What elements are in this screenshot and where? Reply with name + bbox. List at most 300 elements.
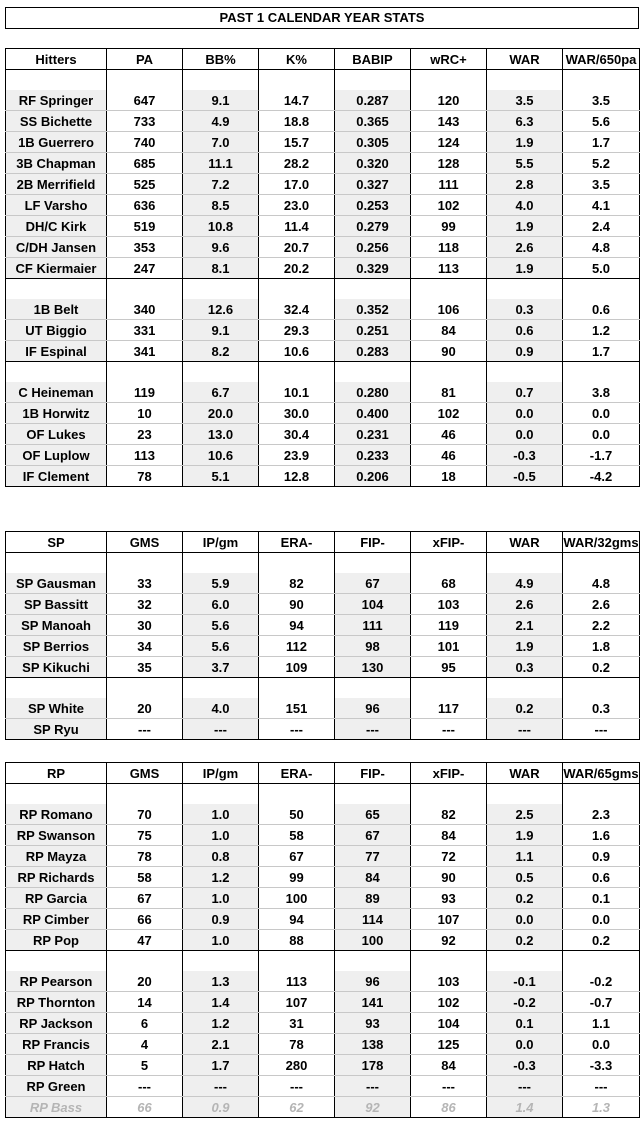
stat-cell: 10.1 [259, 382, 335, 403]
column-header: FIP- [335, 763, 411, 784]
spacer-cell [259, 279, 335, 300]
stat-cell: --- [335, 719, 411, 740]
table-row [6, 804, 640, 825]
spacer-cell [259, 951, 335, 972]
stat-cell: 151 [259, 698, 335, 719]
player-name: SP Ryu [6, 719, 107, 740]
stat-cell: --- [107, 719, 183, 740]
spacer-cell [563, 678, 640, 699]
stat-cell: 8.1 [183, 258, 259, 279]
stat-cell: 6.7 [183, 382, 259, 403]
table-row [6, 573, 640, 594]
stat-cell: 82 [259, 573, 335, 594]
stat-cell: 2.1 [487, 615, 563, 636]
stat-cell: 0.0 [563, 403, 640, 424]
stat-cell: 2.4 [563, 216, 640, 237]
spacer-cell [6, 279, 107, 300]
stat-cell: 10.6 [183, 445, 259, 466]
player-name: OF Lukes [6, 424, 107, 445]
column-header: SP [6, 532, 107, 553]
stat-cell: 8.5 [183, 195, 259, 216]
stat-cell: 2.2 [563, 615, 640, 636]
table-row [6, 594, 640, 615]
stat-cell: -3.3 [563, 1055, 640, 1076]
column-header: BABIP [335, 49, 411, 70]
stat-cell: --- [411, 719, 487, 740]
stat-cell: 1.8 [563, 636, 640, 657]
stat-cell: -0.1 [487, 971, 563, 992]
stat-cell: 30 [107, 615, 183, 636]
stat-cell: 10 [107, 403, 183, 424]
stat-cell: 0.253 [335, 195, 411, 216]
table-row [6, 930, 640, 951]
stat-cell: 30.4 [259, 424, 335, 445]
spacer-row [6, 553, 640, 574]
stat-cell: --- [183, 719, 259, 740]
stat-cell: 107 [259, 992, 335, 1013]
stat-cell: 519 [107, 216, 183, 237]
stat-cell: 124 [411, 132, 487, 153]
stat-cell: 0.329 [335, 258, 411, 279]
stat-cell: 114 [335, 909, 411, 930]
stat-cell: 119 [411, 615, 487, 636]
stat-cell: 92 [411, 930, 487, 951]
stat-cell: 7.2 [183, 174, 259, 195]
stat-cell: 58 [259, 825, 335, 846]
player-name: RP Pearson [6, 971, 107, 992]
stat-cell: 46 [411, 424, 487, 445]
stat-cell: 81 [411, 382, 487, 403]
stat-cell: 101 [411, 636, 487, 657]
stat-cell: 5.6 [563, 111, 640, 132]
relief-pitchers-table [5, 762, 640, 1118]
stat-cell: 1.7 [563, 132, 640, 153]
spacer-row [6, 951, 640, 972]
stat-cell: --- [259, 1076, 335, 1097]
stat-cell: 117 [411, 698, 487, 719]
table-row [6, 1034, 640, 1055]
stat-cell: 33 [107, 573, 183, 594]
stat-cell: 67 [259, 846, 335, 867]
stat-cell: 4.9 [487, 573, 563, 594]
player-name: SS Bichette [6, 111, 107, 132]
stat-cell: 100 [335, 930, 411, 951]
stat-cell: -0.2 [563, 971, 640, 992]
stat-cell: 111 [411, 174, 487, 195]
stat-cell: 1.3 [563, 1097, 640, 1118]
spacer-cell [335, 784, 411, 805]
table-row [6, 825, 640, 846]
stat-cell: 20.2 [259, 258, 335, 279]
table-row [6, 195, 640, 216]
spacer-cell [107, 553, 183, 574]
spacer-cell [6, 678, 107, 699]
stat-cell: 525 [107, 174, 183, 195]
stat-cell: 23.0 [259, 195, 335, 216]
player-name: 2B Merrifield [6, 174, 107, 195]
stat-cell: 20 [107, 971, 183, 992]
stat-cell: 29.3 [259, 320, 335, 341]
stat-cell: --- [335, 1076, 411, 1097]
spacer-row [6, 279, 640, 300]
stat-cell: 84 [411, 1055, 487, 1076]
column-header: GMS [107, 763, 183, 784]
stat-cell: 1.0 [183, 888, 259, 909]
spacer-cell [107, 279, 183, 300]
stat-cell: 78 [107, 466, 183, 487]
spacer-cell [563, 553, 640, 574]
table-row [6, 1055, 640, 1076]
spacer-cell [563, 362, 640, 383]
table-row [6, 636, 640, 657]
column-header: PA [107, 49, 183, 70]
spacer-cell [107, 70, 183, 91]
stat-cell: 92 [335, 1097, 411, 1118]
stat-cell: 20.7 [259, 237, 335, 258]
stat-cell: 77 [335, 846, 411, 867]
stat-cell: 331 [107, 320, 183, 341]
header-row [6, 532, 640, 553]
spacer-cell [487, 70, 563, 91]
spacer-cell [563, 951, 640, 972]
spacer-cell [183, 362, 259, 383]
stat-cell: 99 [259, 867, 335, 888]
spacer-row [6, 678, 640, 699]
stat-cell: 96 [335, 971, 411, 992]
stat-cell: 4.0 [487, 195, 563, 216]
stat-cell: 1.2 [183, 1013, 259, 1034]
stat-cell: 112 [259, 636, 335, 657]
stat-cell: 62 [259, 1097, 335, 1118]
stat-cell: 647 [107, 90, 183, 111]
stat-cell: 15.7 [259, 132, 335, 153]
stat-cell: 103 [411, 971, 487, 992]
stat-cell: 0.327 [335, 174, 411, 195]
stat-cell: 0.6 [487, 320, 563, 341]
table-row [6, 216, 640, 237]
table-row [6, 258, 640, 279]
spacer-cell [259, 362, 335, 383]
stat-cell: 5.6 [183, 615, 259, 636]
spacer-cell [487, 279, 563, 300]
stat-cell: 178 [335, 1055, 411, 1076]
column-header: WAR [487, 49, 563, 70]
stat-cell: 0.2 [487, 888, 563, 909]
stat-cell: 4.8 [563, 573, 640, 594]
player-name: 1B Belt [6, 299, 107, 320]
player-name: CF Kiermaier [6, 258, 107, 279]
stat-cell: --- [183, 1076, 259, 1097]
table-row [6, 153, 640, 174]
stat-cell: 0.352 [335, 299, 411, 320]
stat-cell: 5 [107, 1055, 183, 1076]
spacer-cell [335, 70, 411, 91]
spacer-cell [411, 553, 487, 574]
player-name: RP Hatch [6, 1055, 107, 1076]
stat-cell: 5.9 [183, 573, 259, 594]
stat-cell: 0.2 [563, 930, 640, 951]
stat-cell: 0.5 [487, 867, 563, 888]
player-name: RF Springer [6, 90, 107, 111]
stat-cell: 23.9 [259, 445, 335, 466]
spacer-cell [183, 678, 259, 699]
stat-cell: 4.1 [563, 195, 640, 216]
stat-cell: 75 [107, 825, 183, 846]
player-name: 1B Horwitz [6, 403, 107, 424]
stat-cell: 32 [107, 594, 183, 615]
spacer-row [6, 362, 640, 383]
stat-cell: 1.4 [487, 1097, 563, 1118]
column-header: WAR [487, 532, 563, 553]
stat-cell: 138 [335, 1034, 411, 1055]
stat-cell: 67 [335, 573, 411, 594]
spacer-cell [107, 678, 183, 699]
stat-cell: 12.8 [259, 466, 335, 487]
stat-cell: 28.2 [259, 153, 335, 174]
stat-cell: 3.5 [487, 90, 563, 111]
stat-cell: 0.365 [335, 111, 411, 132]
stat-cell: 65 [335, 804, 411, 825]
stat-cell: 10.6 [259, 341, 335, 362]
stat-cell: 93 [335, 1013, 411, 1034]
table-row [6, 132, 640, 153]
stat-cell: 0.0 [487, 1034, 563, 1055]
stat-cell: 1.2 [183, 867, 259, 888]
stat-cell: 1.7 [183, 1055, 259, 1076]
column-header: ERA- [259, 532, 335, 553]
player-name: SP Berrios [6, 636, 107, 657]
stat-cell: 0.3 [487, 657, 563, 678]
stat-cell: --- [107, 1076, 183, 1097]
spacer-cell [183, 553, 259, 574]
stat-cell: 2.6 [487, 237, 563, 258]
stat-cell: 13.0 [183, 424, 259, 445]
column-header: WAR [487, 763, 563, 784]
stat-cell: -0.5 [487, 466, 563, 487]
spacer-cell [107, 362, 183, 383]
player-name: OF Luplow [6, 445, 107, 466]
spacer-cell [259, 70, 335, 91]
spacer-cell [411, 362, 487, 383]
stat-cell: 111 [335, 615, 411, 636]
table-row [6, 299, 640, 320]
stat-cell: 125 [411, 1034, 487, 1055]
player-name: SP Gausman [6, 573, 107, 594]
player-name: IF Clement [6, 466, 107, 487]
spacer-cell [183, 951, 259, 972]
spacer-cell [411, 951, 487, 972]
spacer-cell [183, 784, 259, 805]
stat-cell: 740 [107, 132, 183, 153]
stat-cell: 1.0 [183, 930, 259, 951]
spacer-cell [411, 678, 487, 699]
table-row [6, 615, 640, 636]
header-row [6, 49, 640, 70]
table-row [6, 237, 640, 258]
stat-cell: 102 [411, 992, 487, 1013]
spacer-cell [259, 553, 335, 574]
stat-cell: 0.287 [335, 90, 411, 111]
stat-cell: 109 [259, 657, 335, 678]
stat-cell: 0.6 [563, 299, 640, 320]
stat-cell: 733 [107, 111, 183, 132]
stat-cell: 1.0 [183, 804, 259, 825]
stat-cell: -0.2 [487, 992, 563, 1013]
stat-cell: 2.1 [183, 1034, 259, 1055]
stat-cell: 0.0 [563, 909, 640, 930]
table-row [6, 174, 640, 195]
column-header: WAR/650pa [563, 49, 640, 70]
table-row [6, 111, 640, 132]
stat-cell: 82 [411, 804, 487, 825]
stat-cell: 0.280 [335, 382, 411, 403]
header-row [6, 763, 640, 784]
stat-cell: 68 [411, 573, 487, 594]
stat-cell: 14.7 [259, 90, 335, 111]
spacer-cell [411, 784, 487, 805]
stat-cell: 66 [107, 909, 183, 930]
table-row [6, 1097, 640, 1118]
stat-cell: 280 [259, 1055, 335, 1076]
spacer-cell [487, 951, 563, 972]
stat-cell: 2.8 [487, 174, 563, 195]
spacer-cell [107, 951, 183, 972]
stat-cell: 247 [107, 258, 183, 279]
table-row [6, 657, 640, 678]
spacer-cell [411, 70, 487, 91]
stat-cell: 0.8 [183, 846, 259, 867]
stat-cell: 0.0 [563, 424, 640, 445]
stat-cell: 94 [259, 615, 335, 636]
stat-cell: 47 [107, 930, 183, 951]
stat-cell: 90 [411, 867, 487, 888]
stat-cell: 84 [411, 825, 487, 846]
spacer-row [6, 784, 640, 805]
stat-cell: 102 [411, 195, 487, 216]
stat-cell: 3.7 [183, 657, 259, 678]
stat-cell: 1.0 [183, 825, 259, 846]
stat-cell: 1.1 [487, 846, 563, 867]
spacer-cell [335, 279, 411, 300]
spacer-cell [6, 362, 107, 383]
stat-cell: 18 [411, 466, 487, 487]
column-header: BB% [183, 49, 259, 70]
player-name: RP Richards [6, 867, 107, 888]
spacer-row [6, 70, 640, 91]
stat-cell: -0.3 [487, 1055, 563, 1076]
stat-cell: 0.6 [563, 867, 640, 888]
stat-cell: 7.0 [183, 132, 259, 153]
spacer-cell [183, 279, 259, 300]
stat-cell: 141 [335, 992, 411, 1013]
stat-cell: 0.305 [335, 132, 411, 153]
stat-cell: 93 [411, 888, 487, 909]
player-name: RP Jackson [6, 1013, 107, 1034]
spacer-cell [259, 784, 335, 805]
stat-cell: 88 [259, 930, 335, 951]
column-header: IP/gm [183, 532, 259, 553]
column-header: wRC+ [411, 49, 487, 70]
stat-cell: 685 [107, 153, 183, 174]
stat-cell: 0.1 [563, 888, 640, 909]
stat-cell: 4 [107, 1034, 183, 1055]
stat-cell: 107 [411, 909, 487, 930]
table-row [6, 466, 640, 487]
player-name: RP Garcia [6, 888, 107, 909]
stat-cell: 0.3 [487, 299, 563, 320]
stat-cell: 50 [259, 804, 335, 825]
stat-cell: 1.9 [487, 636, 563, 657]
stat-cell: -1.7 [563, 445, 640, 466]
stat-cell: 5.2 [563, 153, 640, 174]
spacer-cell [411, 279, 487, 300]
stat-cell: 1.6 [563, 825, 640, 846]
column-header: xFIP- [411, 532, 487, 553]
stat-cell: 18.8 [259, 111, 335, 132]
stat-cell: 4.0 [183, 698, 259, 719]
stat-cell: 0.206 [335, 466, 411, 487]
player-name: SP Manoah [6, 615, 107, 636]
stat-cell: 6 [107, 1013, 183, 1034]
stat-cell: 104 [335, 594, 411, 615]
stat-cell: 94 [259, 909, 335, 930]
stat-cell: 3.5 [563, 174, 640, 195]
stat-cell: 11.4 [259, 216, 335, 237]
player-name: UT Biggio [6, 320, 107, 341]
stat-cell: 10.8 [183, 216, 259, 237]
player-name: SP Kikuchi [6, 657, 107, 678]
stat-cell: 5.5 [487, 153, 563, 174]
player-name: RP Bass [6, 1097, 107, 1118]
stat-cell: 23 [107, 424, 183, 445]
stat-cell: 70 [107, 804, 183, 825]
stat-cell: 130 [335, 657, 411, 678]
stat-cell: 0.9 [487, 341, 563, 362]
stat-cell: 2.5 [487, 804, 563, 825]
stat-cell: --- [487, 719, 563, 740]
spacer-cell [6, 553, 107, 574]
column-header: WAR/32gms [563, 532, 640, 553]
table-row [6, 1076, 640, 1097]
player-name: LF Varsho [6, 195, 107, 216]
stat-cell: 30.0 [259, 403, 335, 424]
stat-cell: 0.7 [487, 382, 563, 403]
stat-cell: --- [259, 719, 335, 740]
column-header: Hitters [6, 49, 107, 70]
starting-pitchers-table [5, 531, 640, 740]
stat-cell: 1.4 [183, 992, 259, 1013]
table-row [6, 971, 640, 992]
spacer-cell [563, 279, 640, 300]
stat-cell: 90 [259, 594, 335, 615]
column-header: RP [6, 763, 107, 784]
stat-cell: 1.2 [563, 320, 640, 341]
stat-cell: 5.0 [563, 258, 640, 279]
stat-cell: 84 [411, 320, 487, 341]
stat-cell: 118 [411, 237, 487, 258]
player-name: C/DH Jansen [6, 237, 107, 258]
stat-cell: 95 [411, 657, 487, 678]
table-row [6, 382, 640, 403]
stat-cell: 1.9 [487, 132, 563, 153]
player-name: SP White [6, 698, 107, 719]
stat-cell: 9.1 [183, 320, 259, 341]
stat-cell: --- [411, 1076, 487, 1097]
stat-cell: 5.1 [183, 466, 259, 487]
stat-cell: --- [563, 1076, 640, 1097]
stat-cell: 11.1 [183, 153, 259, 174]
stat-cell: 32.4 [259, 299, 335, 320]
